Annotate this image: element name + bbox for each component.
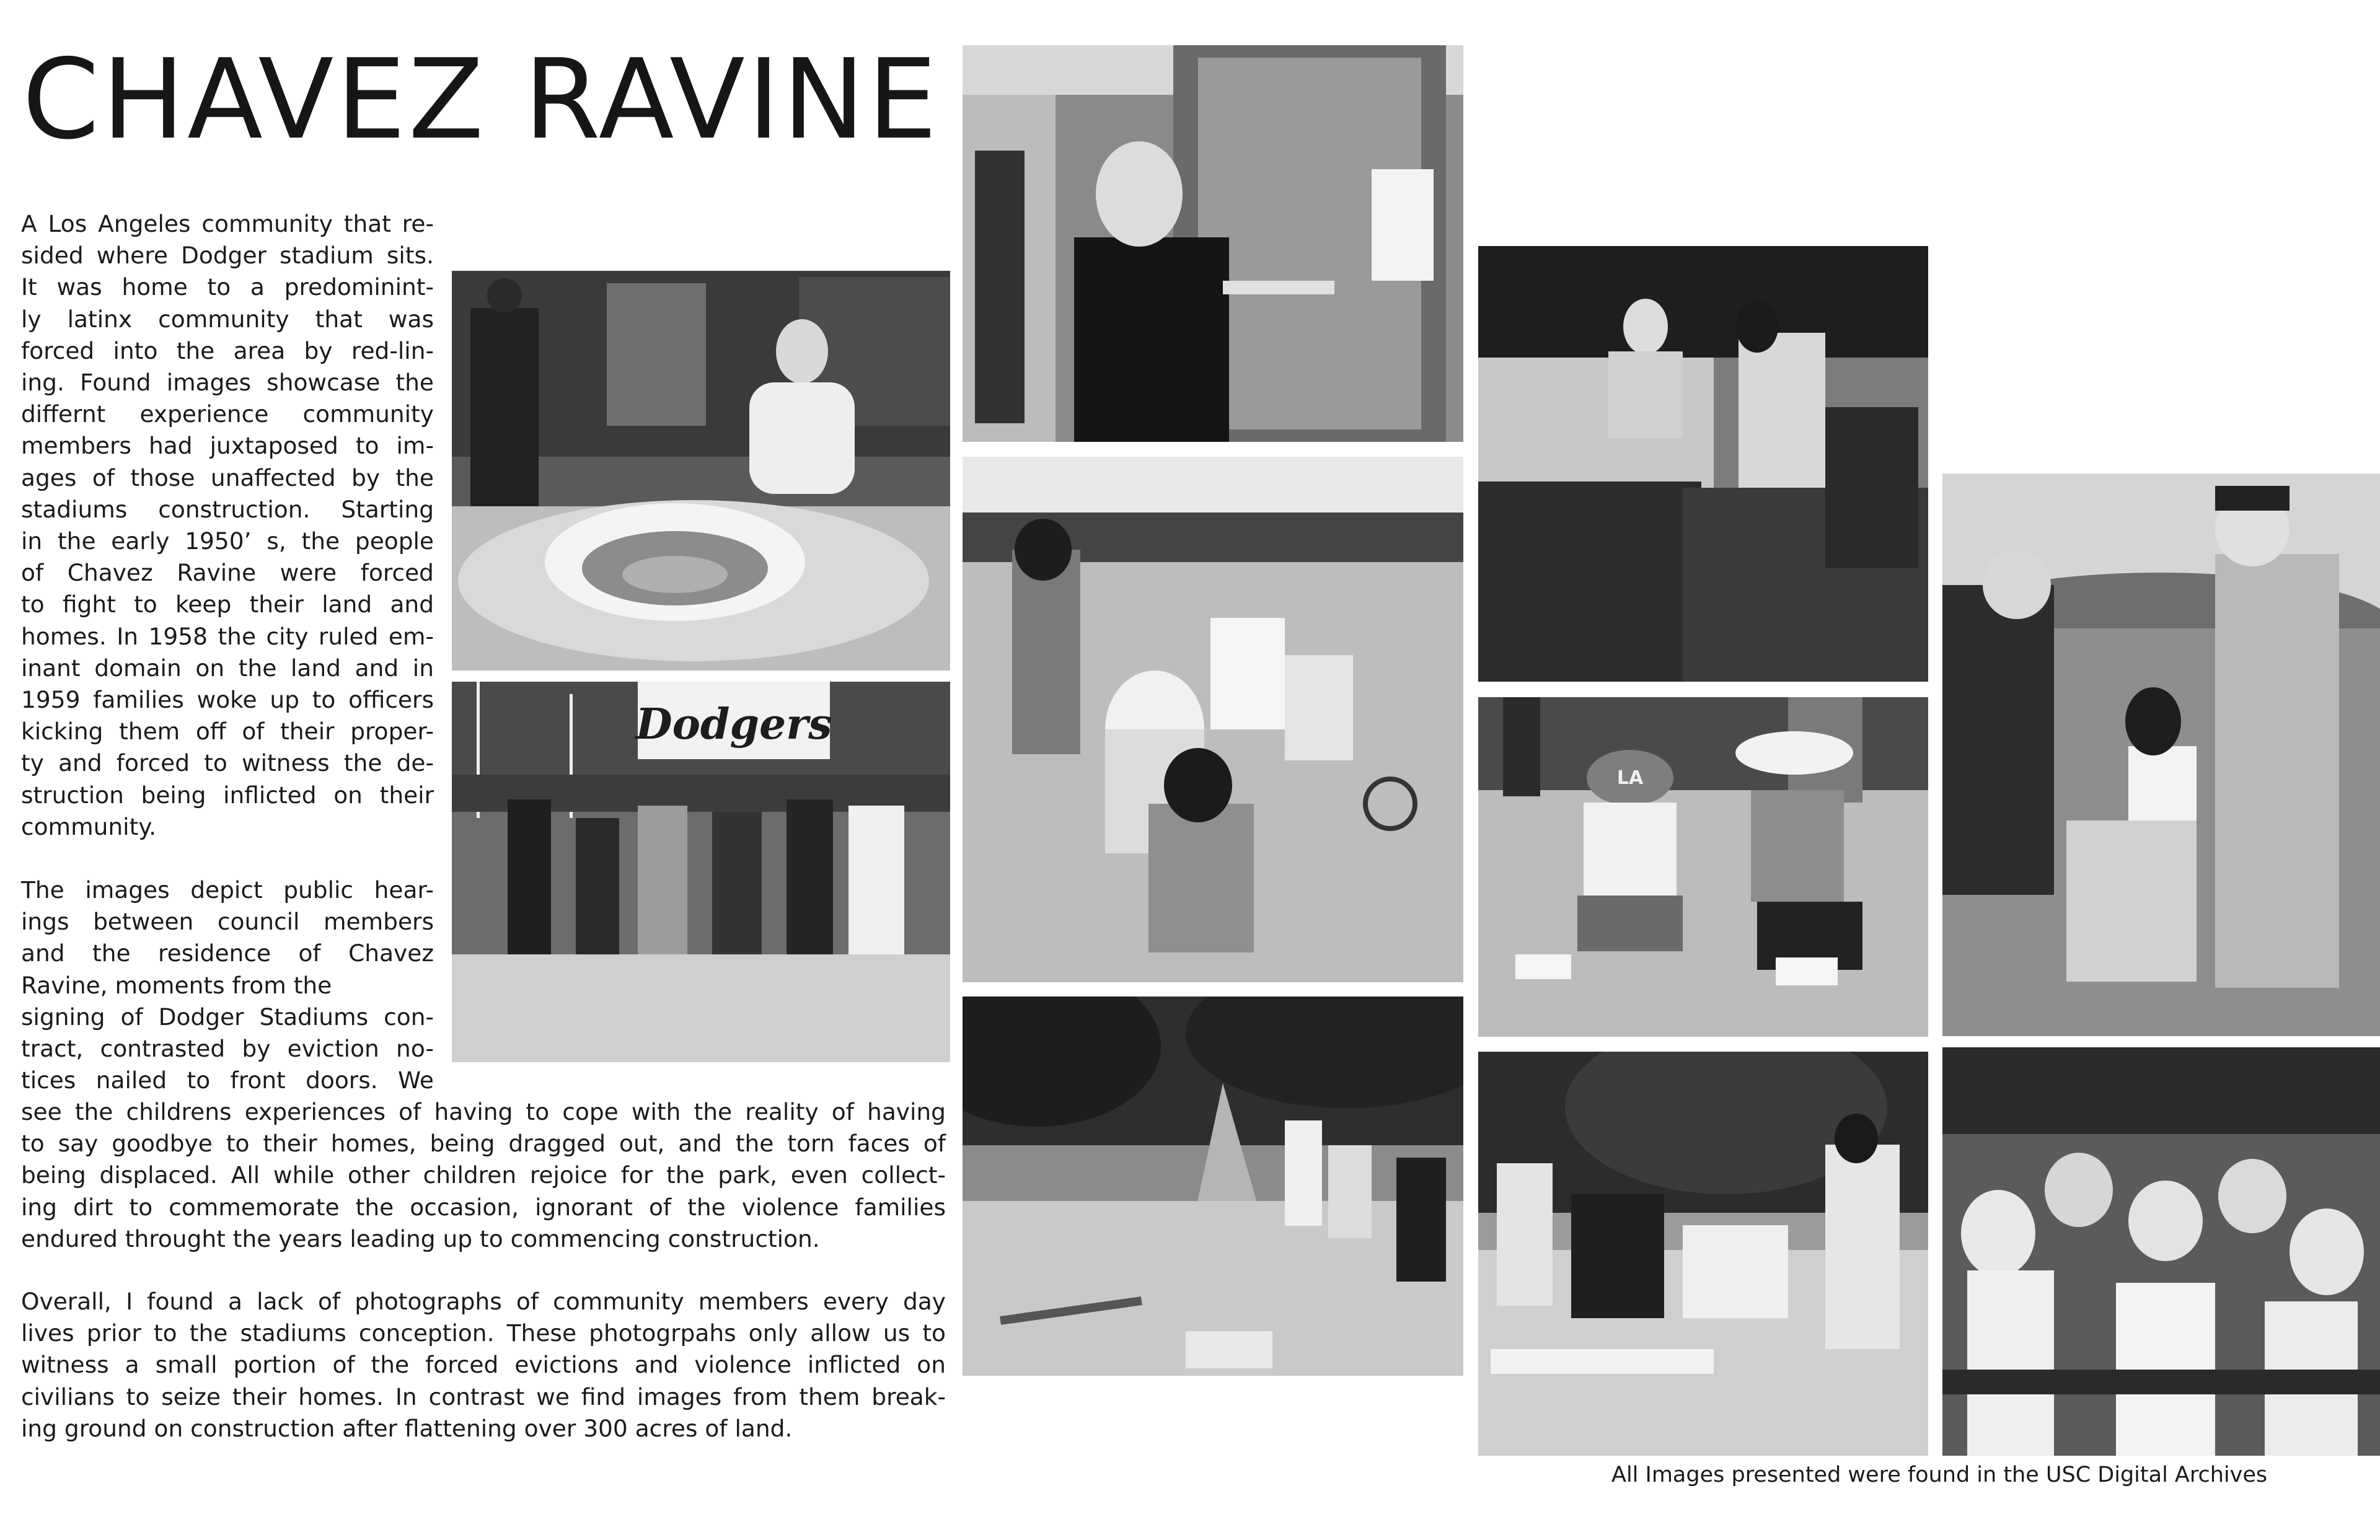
cheering-children-photo: [1942, 1047, 2380, 1456]
text-line: of Chavez Ravine were forced: [21, 559, 434, 587]
second-paragraph-wide: [21, 1096, 946, 1255]
third-paragraph: [21, 1286, 946, 1445]
text-line: in the early 1950’ s, the people: [21, 527, 434, 555]
text-line: stadiums construction. Starting: [21, 495, 434, 523]
text-line: tract, contrasted by eviction no-: [21, 1035, 434, 1063]
text-line: ly latinx community that was: [21, 305, 434, 333]
text-line: inant domain on the land and in: [21, 654, 434, 682]
text-line: forced into the area by red-lin-: [21, 337, 434, 364]
destroyed-homes-photo: [963, 997, 1463, 1376]
text-line: It was home to a predominint-: [21, 273, 434, 301]
text-line: The images depict public hear-: [21, 876, 434, 904]
cap-letters: LA: [1616, 767, 1644, 789]
second-paragraph: [21, 874, 434, 1096]
text-line: kicking them off of their proper-: [21, 718, 434, 746]
text-line: community.: [21, 812, 157, 840]
children-playing-photo: [963, 457, 1463, 982]
text-line: being displaced. All while other children rejoice for the park, even collect-: [21, 1161, 946, 1189]
text-line: see the childrens experiences of having to cope with the reality of having: [21, 1098, 946, 1125]
text-line: sided where Dodger stadium sits.: [21, 242, 434, 270]
text-line: Ravine, moments from the: [21, 971, 332, 999]
dodgers-banner-text: Dodgers: [635, 700, 832, 749]
text-line: endured throught the years leading up to commencing construction.: [21, 1225, 820, 1252]
stadium-model-photo: [452, 271, 950, 671]
text-line: and the residence of Chavez: [21, 939, 434, 967]
public-hearing-photo: [1478, 246, 1928, 682]
text-line: to say goodbye to their homes, being dragged out, and the torn faces of: [21, 1130, 946, 1158]
text-line: ing dirt to commemorate the occasion, ignorant of the violence families: [21, 1193, 946, 1221]
text-line: to fight to keep their land and: [21, 591, 434, 618]
image-credit: All Images presented were found in the USC Digital Archives: [1611, 1463, 2268, 1487]
families-gathering-photo: [1478, 1052, 1928, 1456]
text-line: members had juxtaposed to im-: [21, 432, 434, 460]
text-line: ing. Found images showcase the: [21, 369, 434, 397]
text-line: 1959 families woke up to officers: [21, 686, 434, 714]
text-line: signing of Dodger Stadiums con-: [21, 1003, 434, 1031]
text-line: civilians to seize their homes. In contrast we find images from them break-: [21, 1383, 946, 1410]
text-line: lives prior to the stadiums conception. These photogrpahs only allow us to: [21, 1319, 946, 1347]
children-la-cap-photo: [1478, 697, 1928, 1037]
text-line: ings between council members: [21, 908, 434, 936]
eviction-notice-photo: [963, 45, 1463, 442]
text-line: ages of those unaffected by the: [21, 464, 434, 491]
text-line: ty and forced to witness the de-: [21, 749, 434, 777]
intro-paragraph: [21, 208, 434, 843]
text-line: A Los Angeles community that re-: [21, 210, 434, 237]
text-line: tices nailed to front doors. We: [21, 1067, 434, 1094]
text-line: differnt experience community: [21, 400, 434, 428]
text-line: struction being inflicted on their: [21, 781, 434, 809]
page-title: CHAVEZ RAVINE: [22, 35, 940, 164]
text-line: ing ground on construction after flattening over 300 acres of land.: [21, 1414, 793, 1442]
officers-eviction-photo: [1942, 473, 2380, 1036]
text-line: witness a small portion of the forced evictions and violence inflicted on: [21, 1351, 946, 1379]
text-line: homes. In 1958 the city ruled em-: [21, 622, 434, 650]
text-line: Overall, I found a lack of photographs of community members every day: [21, 1288, 946, 1315]
groundbreaking-photo: [452, 682, 950, 1062]
